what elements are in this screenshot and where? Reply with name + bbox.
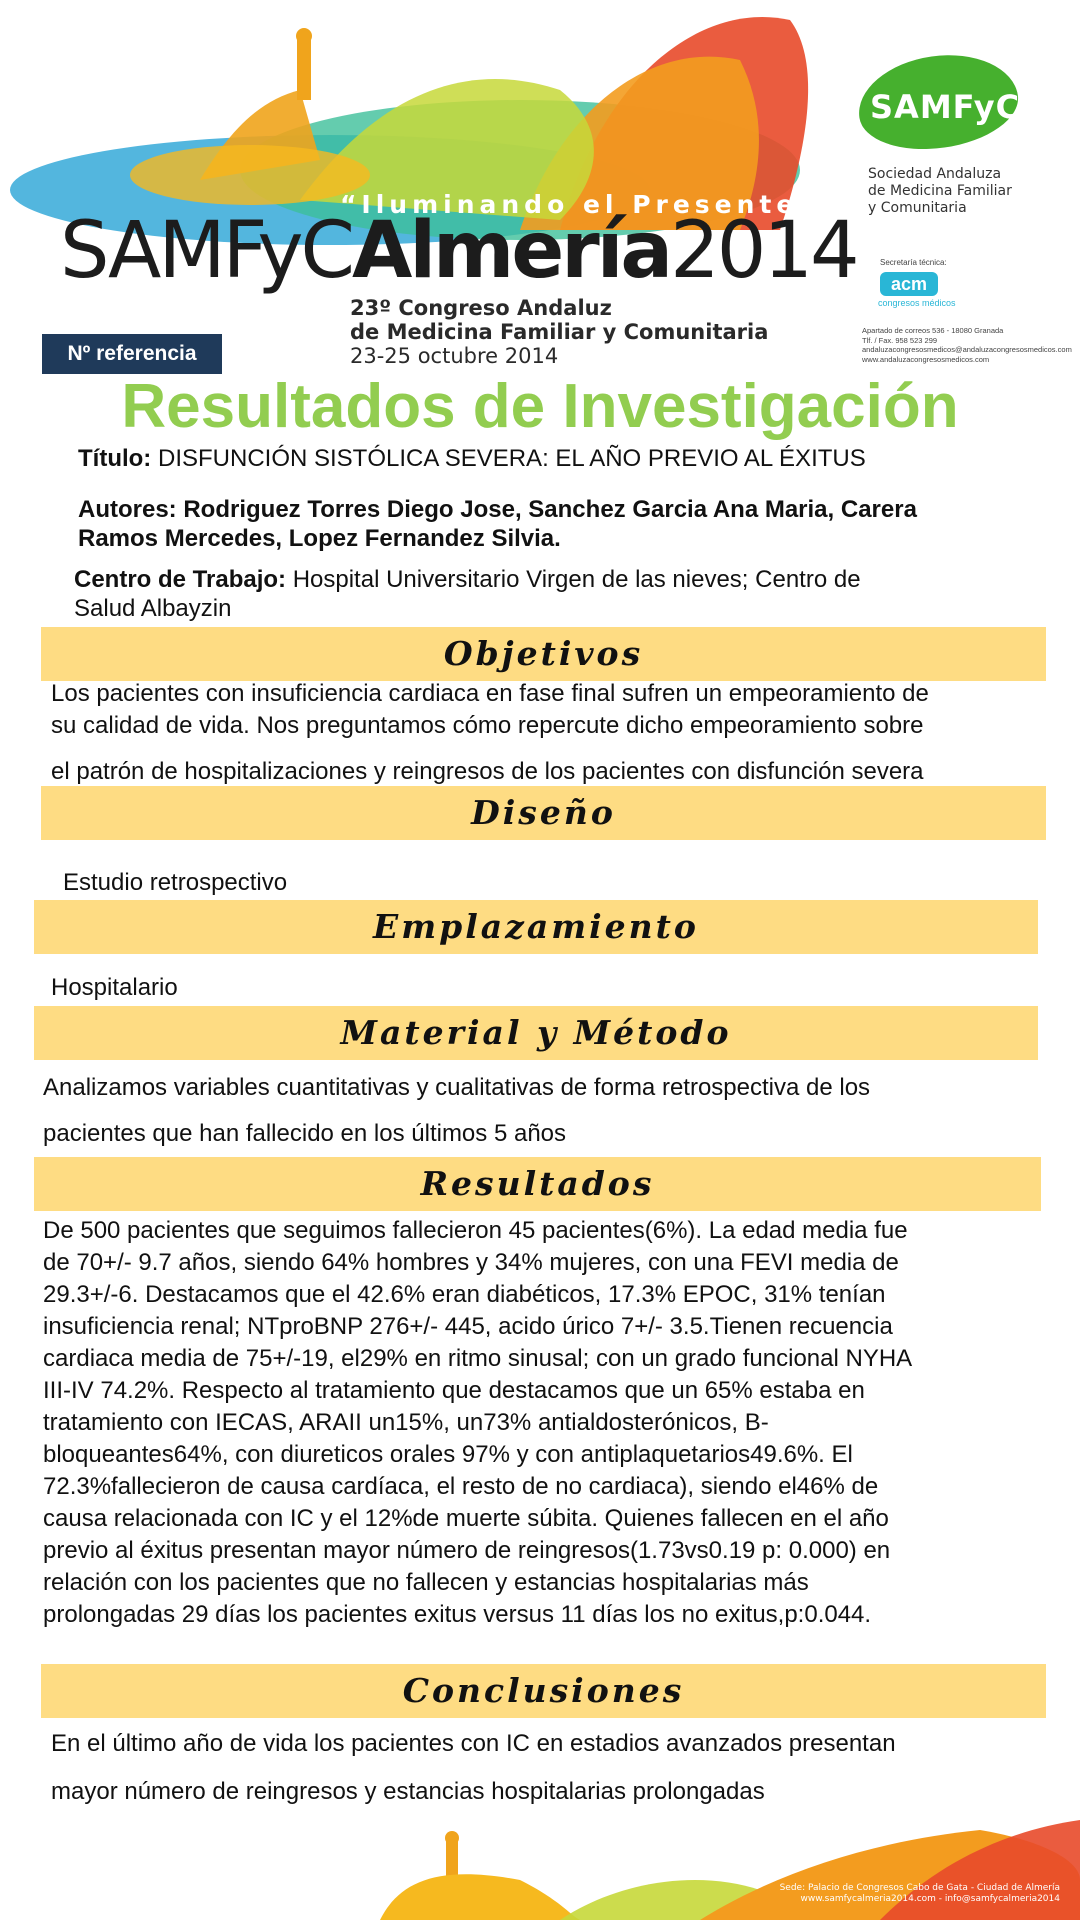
resultados-line: de 70+/- 9.7 años, siendo 64% hombres y 34% mujeres, con una FEVI media de [43, 1249, 899, 1276]
footer-landscape-art [0, 1820, 1080, 1920]
section-heading-resultados: Resultados [34, 1157, 1041, 1211]
congress-line2: de Medicina Familiar y Comunitaria [350, 320, 769, 344]
workplace-block [74, 565, 1064, 623]
society-line1: Sociedad Andaluza [868, 166, 1002, 182]
society-line3: y Comunitaria [868, 200, 967, 216]
workplace-value-line2: Salud Albayzin [74, 595, 232, 622]
contact-line1: Apartado de correos 536 - 18080 Granada [862, 326, 1004, 335]
authors-line1: Autores: Rodriguez Torres Diego Jose, Sanchez Garcia Ana Maria, Carera [78, 496, 917, 523]
resultados-line: 29.3+/-6. Destacamos que el 42.6% eran diabéticos, 17.3% EPOC, 31% tenían [43, 1281, 886, 1308]
section-body-material [43, 1072, 1063, 1150]
samfyc-logo-text: SAMFyC [870, 88, 1021, 126]
section-heading-material: Material y Método [34, 1006, 1038, 1060]
section-body-emplazamiento [51, 973, 178, 1003]
objetivos-line: el patrón de hospitalizaciones y reingresos de los pacientes con disfunción severa [51, 758, 924, 785]
resultados-line: relación con los pacientes que no fallecen y estancias hospitalarias más [43, 1569, 809, 1596]
society-line2: de Medicina Familiar [868, 183, 1012, 199]
conclusiones-line: mayor número de reingresos y estancias hospitalarias prolongadas [51, 1778, 765, 1805]
contact-line2: Tlf. / Fax. 958 523 299 [862, 335, 938, 345]
congress-dates: 23-25 octubre 2014 [350, 344, 559, 368]
resultados-line: De 500 pacientes que seguimos fallecieron 45 pacientes(6%). La edad media fue [43, 1217, 908, 1244]
authors-line2: Ramos Mercedes, Lopez Fernandez Silvia. [78, 525, 561, 552]
diseno-line: Estudio retrospectivo [63, 869, 288, 896]
material-line: Analizamos variables cuantitativas y cualitativas de forma retrospectiva de los [43, 1074, 871, 1101]
footer-line2: www.samfycalmeria2014.com - info@samfycalmeria2014 [800, 1894, 1060, 1904]
secretaria-contact [862, 326, 1072, 364]
title-value: DISFUNCIÓN SISTÓLICA SEVERA: EL AÑO PREVIO AL ÉXITUS [151, 445, 866, 472]
material-line: pacientes que han fallecido en los últimos 5 años [43, 1120, 567, 1147]
emplazamiento-line: Hospitalario [51, 974, 178, 1001]
resultados-line: tratamiento con IECAS, ARAII un15%, un73% antialdosterónicos, B- [43, 1409, 769, 1436]
objetivos-line: su calidad de vida. Nos preguntamos cómo repercute dicho empeoramiento sobre [51, 712, 924, 739]
resultados-line: insuficiencia renal; NTproBNP 276+/- 445, acido úrico 7+/- 3.5.Tienen recuencia [43, 1313, 893, 1340]
section-heading-conclusiones: Conclusiones [41, 1664, 1046, 1718]
page-title: Resultados de Investigación [121, 372, 959, 441]
workplace-value-line1: Hospital Universitario Virgen de las nieves; Centro de [286, 566, 861, 593]
footer-line1: Sede: Palacio de Congresos Cabo de Gata - Ciudad de Almería [779, 1883, 1060, 1893]
contact-line4: www.andaluzacongresosmedicos.com [862, 354, 990, 364]
section-body-conclusiones [51, 1728, 1061, 1808]
secretaria-label: Secretaría técnica: [880, 258, 947, 267]
resultados-line: III-IV 74.2%. Respecto al tratamiento que destacamos que un 65% estaba en [43, 1377, 865, 1404]
conclusiones-line: En el último año de vida los pacientes con IC en estadios avanzados presentan [51, 1730, 896, 1757]
section-heading-emplazamiento: Emplazamiento [34, 900, 1038, 954]
section-body-objetivos [51, 678, 1061, 788]
society-name [868, 166, 1012, 217]
title-label: Título: [78, 445, 152, 472]
acm-subtitle: congresos médicos [878, 298, 956, 308]
resultados-line: 72.3%fallecieron de causa cardíaca, el resto de no cardiaca), siendo el46% de [43, 1473, 879, 1500]
resultados-line: causa relacionada con IC y el 12%de muerte súbita. Quienes fallecen en el año [43, 1505, 889, 1532]
brand-city: Almería [351, 206, 671, 296]
brand-year: 2014 [670, 206, 857, 296]
acm-logo: acm [880, 272, 938, 296]
brand-prefix: SAMFyC [60, 206, 352, 296]
title-line [78, 444, 1058, 473]
section-body-diseno [63, 868, 287, 898]
objetivos-line: Los pacientes con insuficiencia cardiaca en fase final sufren un empeoramiento de [51, 680, 929, 707]
reference-badge: Nº referencia [42, 334, 222, 374]
congress-brand [60, 206, 857, 296]
resultados-line: bloqueantes64%, con diureticos orales 97% y con antiplaquetarios49.6%. El [43, 1441, 853, 1468]
congress-info [350, 296, 768, 368]
congress-slogan: “Iluminando el Presente” [340, 190, 820, 219]
congress-line1: 23º Congreso Andaluz [350, 296, 612, 320]
authors-block [78, 495, 1068, 553]
section-heading-objetivos: Objetivos [41, 627, 1046, 681]
resultados-line: cardiaca media de 75+/-19, el29% en ritmo sinusal; con un grado funcional NYHA [43, 1345, 913, 1372]
contact-line3: andaluzacongresosmedicos@andaluzacongresosmedicos.com [862, 345, 1072, 354]
footer-venue [780, 1883, 1060, 1905]
resultados-line: prolongadas 29 días los pacientes exitus versus 11 días los no exitus,p:0.044. [43, 1601, 872, 1628]
resultados-line: previo al éxitus presentan mayor número de reingresos(1.73vs0.19 p: 0.000) en [43, 1537, 891, 1564]
workplace-label: Centro de Trabajo: [74, 566, 287, 593]
section-body-resultados [43, 1215, 1073, 1631]
section-heading-diseno: Diseño [41, 786, 1046, 840]
